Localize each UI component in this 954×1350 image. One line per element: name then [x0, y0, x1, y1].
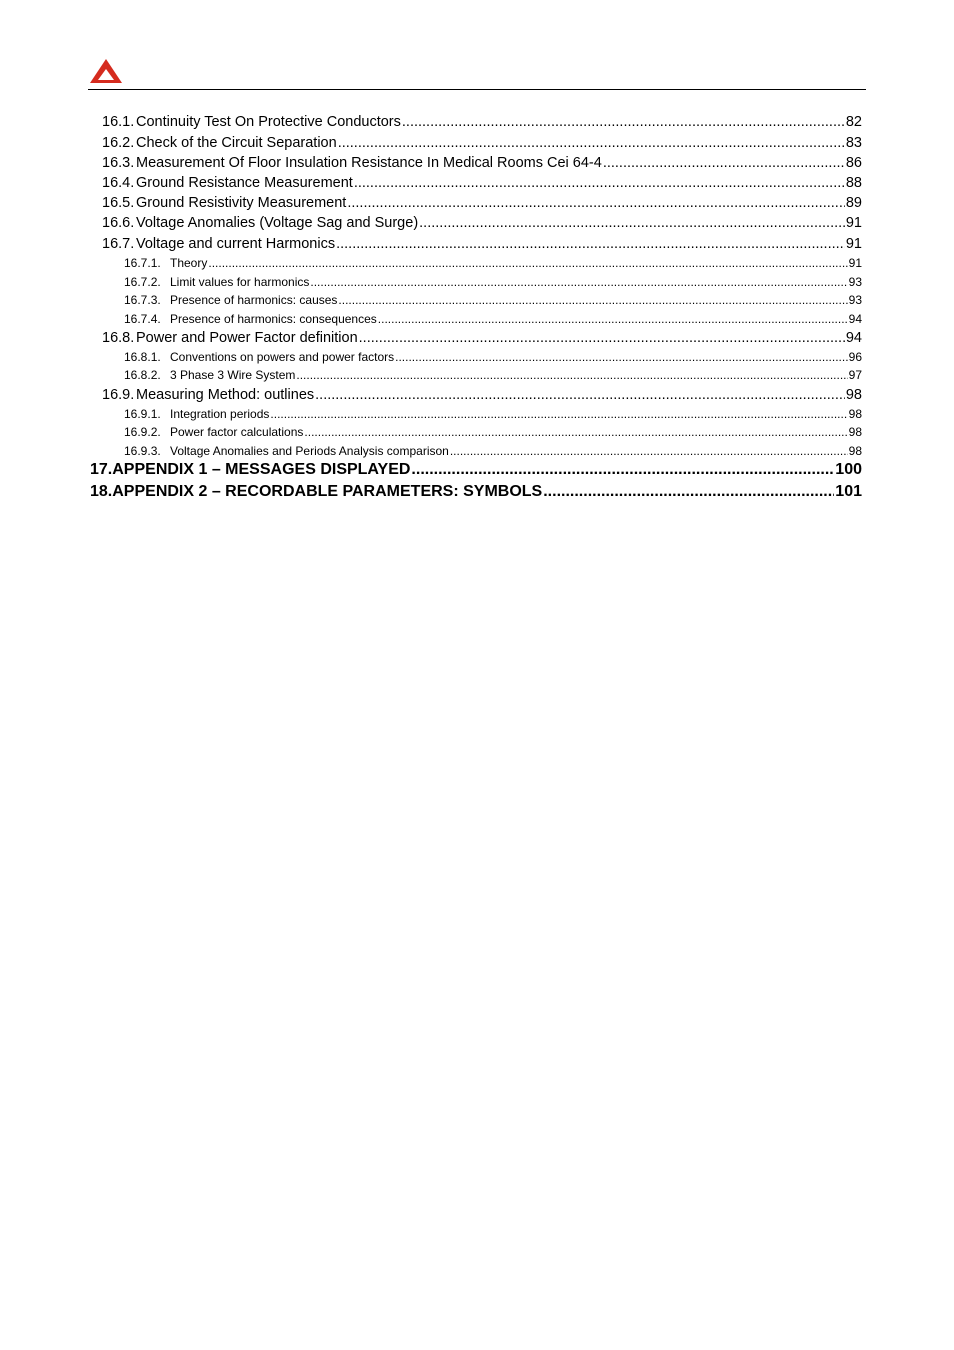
dot-leader [354, 175, 845, 191]
toc-entry-title: Power factor calculations [170, 425, 304, 439]
toc-entry-page: 83 [845, 135, 862, 151]
toc-entry-page: 96 [848, 350, 862, 364]
header-divider [88, 89, 866, 90]
toc-entry-number: 16.3. [102, 155, 135, 171]
toc-subentry[interactable] [124, 256, 862, 270]
toc-entry[interactable] [102, 114, 862, 130]
dot-leader [603, 155, 845, 171]
toc-entry-number: 16.2. [102, 135, 135, 151]
dot-leader [395, 350, 848, 364]
toc-entry-number: 16.5. [102, 195, 135, 211]
toc-entry[interactable] [102, 387, 862, 403]
toc-entry-title: Power and Power Factor definition [136, 330, 358, 346]
toc-entry-title: Voltage Anomalies and Periods Analysis comparison [170, 444, 449, 458]
toc-entry-page: 93 [848, 293, 862, 307]
toc-entry-page: 98 [845, 387, 862, 403]
toc-subentry[interactable] [124, 407, 862, 421]
toc-entry-title: APPENDIX 1 – MESSAGES DISPLAYED [112, 461, 411, 478]
toc-entry-title: Measuring Method: outlines [136, 387, 315, 403]
toc-entry[interactable] [102, 215, 862, 231]
toc-entry-number: 16.7.2. [124, 275, 161, 289]
dot-leader [347, 195, 845, 211]
toc-subentry[interactable] [124, 350, 862, 364]
dot-leader [411, 461, 834, 479]
toc-entry-title: Voltage Anomalies (Voltage Sag and Surge) [136, 215, 419, 231]
toc-entry-number: 16.7.3. [124, 293, 161, 307]
dot-leader [359, 330, 845, 346]
dot-leader [450, 444, 848, 458]
toc-entry-number: 16.1. [102, 114, 135, 130]
toc-entry-number: 16.9.3. [124, 444, 161, 458]
dot-leader [543, 483, 834, 501]
toc-entry-number: 16.9.2. [124, 425, 161, 439]
dot-leader [419, 215, 845, 231]
toc-subentry[interactable] [124, 312, 862, 326]
toc-entry-page: 91 [845, 236, 862, 252]
toc-entry[interactable] [102, 330, 862, 346]
toc-entry-page: 94 [848, 312, 862, 326]
toc-entry[interactable] [102, 236, 862, 252]
toc-entry-number: 16.8. [102, 330, 135, 346]
toc-entry[interactable] [102, 135, 862, 151]
toc-entry-title: Conventions on powers and power factors [170, 350, 395, 364]
toc-entry-number: 16.8.1. [124, 350, 161, 364]
toc-entry-page: 89 [845, 195, 862, 211]
toc-entry-page: 100 [835, 461, 862, 478]
toc-subentry[interactable] [124, 444, 862, 458]
dot-leader [310, 275, 847, 289]
toc-entry-page: 98 [848, 407, 862, 421]
dot-leader [402, 114, 845, 130]
toc-entry[interactable] [102, 175, 862, 191]
dot-leader [208, 256, 847, 270]
toc-entry[interactable] [102, 195, 862, 211]
toc-subentry[interactable] [124, 425, 862, 439]
toc-entry-title: Integration periods [170, 407, 270, 421]
toc-entry-page: 82 [845, 114, 862, 130]
toc-chapter[interactable] [90, 483, 862, 501]
toc-entry-title: Measurement Of Floor Insulation Resistance In Medical Rooms Cei 64-4 [136, 155, 602, 171]
toc-entry-title: Ground Resistance Measurement [136, 175, 353, 191]
toc-entry-title: Theory [170, 256, 208, 270]
toc-entry-page: 91 [845, 215, 862, 231]
toc-entry-page: 94 [845, 330, 862, 346]
toc-entry-number: 16.9.1. [124, 407, 161, 421]
toc-entry-title: APPENDIX 2 – RECORDABLE PARAMETERS: SYMBOLS [112, 483, 543, 500]
toc-chapter[interactable] [90, 461, 862, 479]
toc-entry-title: Continuity Test On Protective Conductors [136, 114, 401, 130]
toc-entry-page: 93 [848, 275, 862, 289]
toc-entry-number: 16.4. [102, 175, 135, 191]
toc-entry-number: 17. [90, 461, 113, 478]
toc-entry-title: Check of the Circuit Separation [136, 135, 337, 151]
toc-subentry[interactable] [124, 275, 862, 289]
toc-entry-title: Limit values for harmonics [170, 275, 310, 289]
toc-entry-title: Ground Resistivity Measurement [136, 195, 347, 211]
toc-entry-page: 98 [848, 444, 862, 458]
toc-entry-number: 16.6. [102, 215, 135, 231]
dot-leader [270, 407, 847, 421]
toc-entry[interactable] [102, 155, 862, 171]
toc-entry-number: 16.7.1. [124, 256, 161, 270]
dot-leader [336, 236, 845, 252]
toc-entry-number: 16.9. [102, 387, 135, 403]
toc-entry-page: 91 [848, 256, 862, 270]
dot-leader [296, 368, 847, 382]
toc-entry-number: 16.8.2. [124, 368, 161, 382]
dot-leader [304, 425, 847, 439]
toc-entry-page: 88 [845, 175, 862, 191]
toc-entry-page: 98 [848, 425, 862, 439]
toc-subentry[interactable] [124, 368, 862, 382]
toc-entry-number: 16.7.4. [124, 312, 161, 326]
toc-entry-title: Presence of harmonics: causes [170, 293, 338, 307]
dot-leader [338, 135, 845, 151]
toc-entry-title: 3 Phase 3 Wire System [170, 368, 296, 382]
toc-entry-page: 86 [845, 155, 862, 171]
toc-entry-number: 18. [90, 483, 113, 500]
toc-entry-title: Voltage and current Harmonics [136, 236, 336, 252]
toc-subentry[interactable] [124, 293, 862, 307]
toc-entry-page: 97 [848, 368, 862, 382]
toc-entry-title: Presence of harmonics: consequences [170, 312, 377, 326]
red-triangle-logo-icon [89, 58, 123, 84]
dot-leader [378, 312, 848, 326]
toc-entry-number: 16.7. [102, 236, 135, 252]
dot-leader [315, 387, 845, 403]
toc-entry-page: 101 [835, 483, 862, 500]
dot-leader [338, 293, 847, 307]
